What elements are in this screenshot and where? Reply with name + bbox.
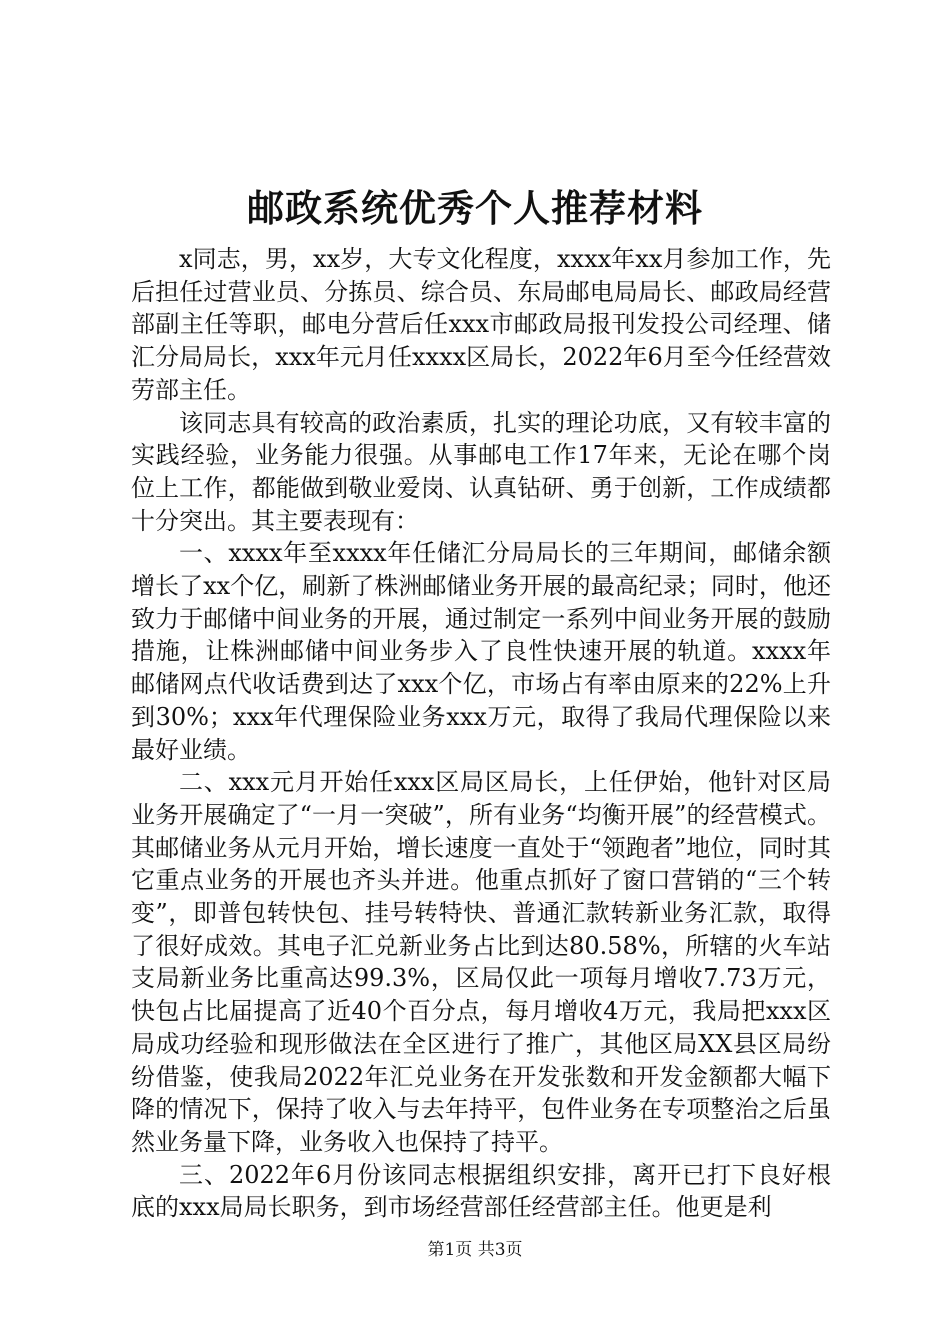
document-body bbox=[131, 243, 831, 1224]
paragraph-achievement-3: 三、2022年6月份该同志根据组织安排，离开已打下良好根底的xxx局局长职务，到市场经营部任经营部主任。他更是利 bbox=[131, 1160, 831, 1222]
document-title: 邮政系统优秀个人推荐材料 bbox=[247, 186, 703, 230]
paragraph-intro: x同志，男，xx岁，大专文化程度，xxxx年xx月参加工作，先后担任过营业员、分拣员、综合员、东局邮电局局长、邮政局经营部副主任等职，邮电分营后任xxx市邮政局报刊发投公司经理、储汇分局局长，xxx年元月任xxxx区局长，2022年6月至今任经营效劳部主任。 bbox=[131, 245, 831, 404]
paragraph-achievement-1: 一、xxxx年至xxxx年任储汇分局局长的三年期间，邮储余额增长了xx个亿，刷新了株洲邮储业务开展的最高纪录；同时，他还致力于邮储中间业务的开展，通过制定一系列中间业务开展的鼓励措施，让株洲邮储中间业务步入了良性快速开展的轨道。xxxx年邮储网点代收话费到达了xxx个亿，市场占有率由原来的22%上升到30%；xxx年代理保险业务xxx万元，取得了我局代理保险以来最好业绩。 bbox=[131, 539, 831, 764]
paragraph-qualities: 该同志具有较高的政治素质，扎实的理论功底，又有较丰富的实践经验，业务能力很强。从事邮电工作17年来，无论在哪个岗位上工作，都能做到敬业爱岗、认真钻研、勇于创新，工作成绩都十分突出。其主要表现有： bbox=[131, 408, 831, 535]
page-number-footer: 第1页 共3页 bbox=[427, 1240, 523, 1260]
paragraph-achievement-2: 二、xxx元月开始任xxx区局区局长，上任伊始，他针对区局业务开展确定了“一月一突破”，所有业务“均衡开展”的经营模式。其邮储业务从元月开始，增长速度一直处于“领跑者”地位，同时其它重点业务的开展也齐头并进。他重点抓好了窗口营销的“三个转变”，即普包转快包、挂号转特快、普通汇款转新业务汇款，取得了很好成效。其电子汇兑新业务占比到达80.58%，所辖的火车站支局新业务比重高达99.3%，区局仅此一项每月增收7.73万元，快包占比届提高了近40个百分点，每月增收4万元，我局把xxx区局成功经验和现形做法在全区进行了推广，其他区局XX县区局纷纷借鉴，使我局2022年汇兑业务在开发张数和开发金额都大幅下降的情况下，保持了收入与去年持平，包件业务在专项整治之后虽然业务量下降，业务收入也保持了持平。 bbox=[131, 768, 831, 1156]
